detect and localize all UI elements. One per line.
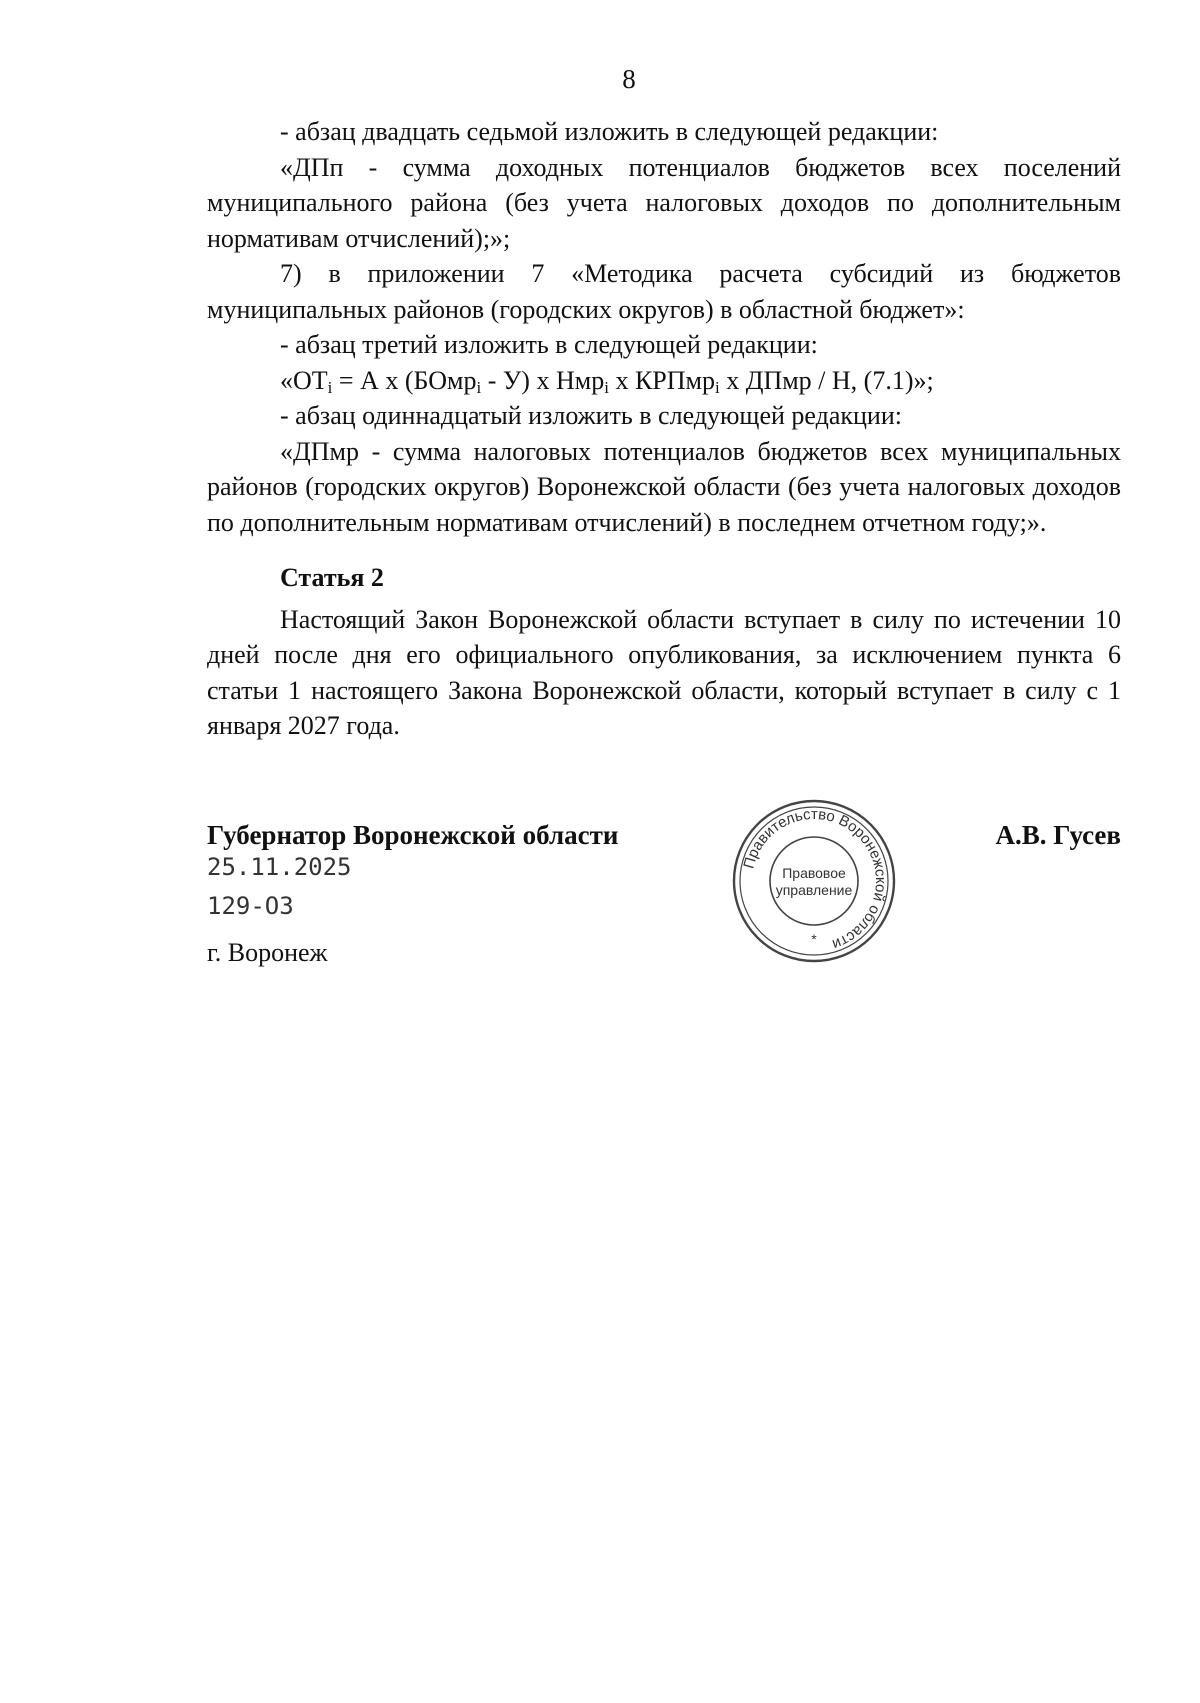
formula-subscript: i <box>604 377 609 397</box>
paragraph: - абзац третий изложить в следующей редакции: <box>280 330 818 359</box>
seal-center-line-1: Правовое <box>782 865 846 881</box>
page-number: 8 <box>622 64 636 94</box>
formula-subscript: i <box>714 377 720 397</box>
paragraph: «ДПмр - сумма налоговых потенциалов бюджетов всех муниципальных районов (городских округов) Воронежской области (без учета налоговых доходов по дополнительным нормативам отчислений) в последнем отчетном году;». <box>207 436 1121 537</box>
formula-subscript: i <box>476 377 482 397</box>
official-seal-stamp <box>729 796 899 966</box>
paragraph: 7) в приложении 7 «Методика расчета субсидий из бюджетов муниципальных районов (городских округов) в областной бюджет»: <box>207 259 1121 324</box>
article-text: Настоящий Закон Воронежской области вступает в силу по истечении 10 дней после дня его официального опубликования, за исключением пункта 6 статьи 1 настоящего Закона Воронежской области, который вступает в силу с 1 января 2027 года. <box>207 604 1121 740</box>
paragraph: - абзац двадцать седьмой изложить в следующей редакции: <box>280 117 939 146</box>
formula <box>207 363 1121 399</box>
signatory-title: Губернатор Воронежской области <box>207 820 619 850</box>
seal-star: * <box>811 931 817 947</box>
formula-part: х ДПмр / Н, (7.1)»; <box>719 365 934 395</box>
formula-part: «ОТ <box>280 365 328 395</box>
formula-part: х КРПмр <box>608 365 715 395</box>
paragraph: - абзац одиннадцатый изложить в следующей редакции: <box>280 401 902 430</box>
signatory-name: А.В. Гусев <box>995 820 1121 850</box>
seal-ring-text: Правительство Воронежской области <box>740 805 890 953</box>
seal-center-line-2: управление <box>775 882 853 898</box>
article-title: Статья 2 <box>280 563 384 592</box>
formula-part: = А х (БОмр <box>332 365 477 395</box>
formula-part: - У) х Нмр <box>481 365 605 395</box>
seal-center-ring <box>770 837 858 925</box>
signature-block <box>207 805 1121 980</box>
paragraph: «ДПп - сумма доходных потенциалов бюджетов всех поселений муниципального района (без учета налоговых доходов по дополнительным нормативам отчислений);»; <box>207 152 1121 253</box>
document-body <box>207 114 1121 744</box>
law-date: 25.11.2025 <box>207 853 352 881</box>
city: г. Воронеж <box>207 938 328 967</box>
law-number: 129-ОЗ <box>207 892 294 920</box>
formula-subscript: i <box>327 377 333 397</box>
